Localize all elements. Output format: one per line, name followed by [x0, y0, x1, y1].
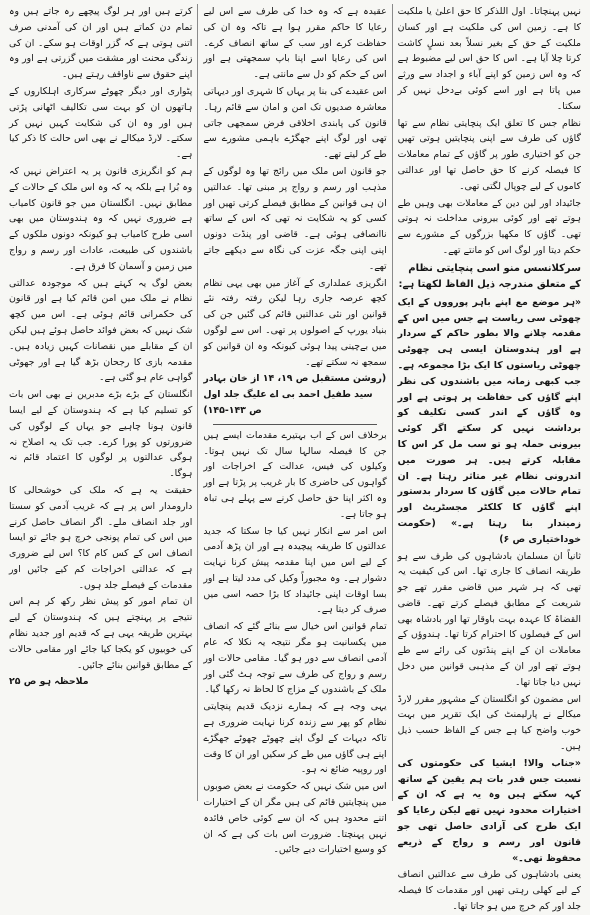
paragraph: انگلستان کے بڑے بڑے مدبرین نے بھی اس بات کو تسلیم کیا ہے کہ ہندوستان کے لیے ایسا قانون ہونا چاہیے جو یہاں کے لوگوں کی ضرورتوں کو پورا کرے۔ جب تک یہ اصلاح نہ ہوگی عدالتوں پر لوگوں کا اعتماد قائم نہ ہوگا۔: [9, 389, 193, 480]
paragraph: پٹواری اور دیگر چھوٹے سرکاری اہلکاروں کے ہاتھوں ان کو بہت سی تکالیف اٹھانی پڑتی ہیں اور وہ ان کی شکایت کہیں نہیں کر سکتے۔ لارڈ میکالے نے بھی اس حالت کا ذکر کیا ہے۔: [9, 85, 193, 161]
paragraph: کرتے ہیں اور ہر لوگ پیچھے رہ جاتے ہیں وہ تمام دن کماتے ہیں اور ان کی آمدنی صرف اتنی ہوتی ہے کہ گزر اوقات ہو سکے۔ ان کی زندگی محنت اور مشقت میں گزرتی ہے اور وہ اپنے حقوق سے ناواقف رہتے ہیں۔: [9, 6, 193, 81]
paragraph: حقیقت یہ ہے کہ ملک کی خوشحالی کا دارومدار اس پر ہے کہ غریب آدمی کو سستا اور جلد انصاف ملے۔ اگر انصاف حاصل کرنے میں اس کی تمام پونجی خرچ ہو جائے تو ایسا انصاف اس کے کس کام کا؟ اس لیے ضروری ہے کہ عدالتی اخراجات کم کیے جائیں اور مقدمات کے فیصلے جلد ہوں۔: [9, 484, 193, 591]
paragraph: بعض لوگ یہ کہتے ہیں کہ موجودہ عدالتی نظام نے ملک میں امن قائم کیا ہے اور قانون کی حکمرانی قائم ہوئی ہے۔ اس میں کچھ شک نہیں کہ بعض فوائد حاصل ہوئے ہیں لیکن ان کے مقابلے میں نقصانات کہیں زیادہ ہیں۔ مقدمہ بازی کا رجحان بڑھ گیا ہے اور جھوٹی گواہی عام ہو گئی ہے۔: [9, 277, 193, 384]
paragraph: ہم کو انگریزی قانون پر یہ اعتراض نہیں کہ وہ بُرا ہے بلکہ یہ کہ وہ اس ملک کے حالات کے مطابق نہیں۔ انگلستان میں جو قانون کامیاب ہے ضروری نہیں کہ وہ ہندوستان میں بھی اسی طرح کامیاب ہو کیونکہ دونوں ملکوں کے باشندوں کی طبیعت، عادات اور رسم و رواج میں زمین و آسمان کا فرق ہے۔: [9, 165, 193, 272]
paragraph: جو قانون اس ملک میں رائج تھا وہ لوگوں کے مذہب اور رسم و رواج پر مبنی تھا۔ عدالتیں ان ہی قوانین کے مطابق فیصلے کرتی تھیں اور کسی کو یہ شکایت نہ تھی کہ اس کے ساتھ ناانصافی ہوئی ہے۔ قاضی اور پنڈت دونوں اپنی اپنی جگہ عزت کی نگاہ سے دیکھے جاتے تھے۔: [203, 165, 387, 272]
paragraph: نہیں پہنچاتا۔ اول اللذکر کا حق اعلیٰ یا ملکیت کا ہے۔ زمین اس کی ملکیت ہے اور کسان ملکیت کے حق کے بغیر نسلاً بعد نسلٍ کاشت کرتا چلا آیا ہے۔ اس کا حق اس لیے مضبوط ہے کہ وہ اس زمین کو اپنے آباء و اجداد سے ورثے میں پاتا ہے اور اسے کوئی بےدخل نہیں کر سکتا۔: [397, 6, 581, 112]
paragraph: عقیدہ ہے کہ وہ خدا کی طرف سے اس لیے رعایا کا حاکم مقرر ہوا ہے تاکہ وہ ان کی حفاظت کرے اور سب کے ساتھ انصاف کرے۔ اس کی رعایا اسے اپنا باپ سمجھتی ہے اور اس کے حکم کو دل سے مانتی ہے۔: [203, 6, 387, 81]
block-quote: «ہر موضع مع اپنے باہر پورووں کے ایک چھوٹی سی ریاست ہے جس میں اس کے مقدمہ چلانے والا بطور حاکم کے سردار ہے اور ہندوستان ایسی ہی چھوٹی چھوٹی ریاستوں کا ایک بڑا مجموعہ ہے۔ جب کبھی زمانہ میں باشندوں کی نظر اپنے گاؤں کی حفاظت پر ہوتی ہے اور وہ گاؤں کے اندر کسی تکلیف کو برداشت نہیں کر سکتے اگر کوئی بیرونی حملہ ہو تو سب مل کر اس کا مقابلہ کرتے ہیں۔ ہر صورت میں اندرونی نظام غیر متاثر رہتا ہے۔ ان تمام حالات میں گاؤں کا سردار بدستور اپنے گاؤں کا کلکٹر مجسٹریٹ اور زمیندار بنا رہتا ہے۔» (حکومت خوداختیاری ص ۶): [397, 296, 581, 545]
block-quote: «جناب والا! ایشیا کی حکومتوں کی نسبت جس قدر بات ہم یقین کے ساتھ کہہ سکتے ہیں وہ یہ ہے کہ ان کے اختیارات محدود نہیں تھے لیکن رعایا کو ایک طرح کی آزادی حاصل تھی جو قانون اور رسم و رواج کے ذریعے محفوظ تھی۔»: [397, 757, 581, 864]
paragraph: تمام قوانین اس خیال سے بنائے گئے کہ انصاف میں یکسانیت ہو مگر نتیجہ یہ نکلا کہ عام آدمی انصاف سے دور ہو گیا۔ مقامی حالات اور رسم و رواج کی طرف سے توجہ ہٹ گئی اور ملک کے باشندوں کے مزاج کا لحاظ نہ رکھا گیا۔: [203, 621, 387, 696]
paragraph: اس مضمون کو انگلستان کے مشہور مقرر لارڈ میکالے نے پارلیمنٹ کی ایک تقریر میں بہت خوب واضح کیا ہے جس کے الفاظ حسب ذیل ہیں۔: [397, 693, 581, 753]
paragraph: اس امر سے انکار نہیں کیا جا سکتا کہ جدید عدالتوں کا طریقہ پیچیدہ ہے اور ان پڑھ آدمی کے لیے اس میں اپنا مقدمہ پیش کرنا نہایت دشوار ہے۔ وہ مجبوراً وکیل کی مدد لیتا ہے اور بسا اوقات اپنی جائیداد کا بڑا حصہ اسی میں صرف کر دیتا ہے۔: [203, 525, 387, 616]
section-heading: سرکلانسس منو اسی پنچایتی نظام کے متعلق مندرجہ ذیل الفاظ لکھتا ہے:: [398, 262, 581, 290]
column-right: [392, 4, 586, 913]
paragraph: اس عقیدے کی بنا پر یہاں کا شہری اور دیہاتی معاشرہ صدیوں تک امن و امان سے قائم رہا۔ قانون کی پابندی اخلاقی فرض سمجھی جاتی تھی اور لوگ اپنے جھگڑے باہمی مشورے سے طے کر لیتے تھے۔: [203, 85, 387, 161]
paragraph: جائیداد اور لین دین کے معاملات بھی وہیں طے ہوتے تھے اور کوئی بیرونی مداخلت نہ ہوتی تھی۔ گاؤں کا مکھیا بزرگوں کے مشورے سے حکم دیتا اور لوگ اس کو مانتے تھے۔: [397, 197, 581, 256]
column-left: [4, 4, 197, 801]
paragraph: برخلاف اس کے اب بہتیرے مقدمات ایسے ہیں جن کا فیصلہ سالہا سال تک نہیں ہوتا۔ وکیلوں کی فیس، عدالت کے اخراجات اور گواہوں کی حاضری کا بار غریب پر پڑتا ہے اور وہ اکثر اپنا حق حاصل کرنے سے پہلے ہی تباہ ہو جاتا ہے۔: [203, 429, 387, 520]
paragraph: یہی وجہ ہے کہ ہمارے نزدیک قدیم پنچایتی نظام کو پھر سے زندہ کرنا نہایت ضروری ہے تاکہ دیہات کے لوگ اپنے چھوٹے چھوٹے جھگڑے اپنے ہی گاؤں میں طے کر سکیں اور ان کا وقت اور روپیہ ضائع نہ ہو۔: [203, 701, 387, 776]
paragraph: یعنی بادشاہوں کی طرف سے عدالتیں انصاف کے لیے کھلی رہتی تھیں اور مقدمات کا فیصلہ جلد اور کم خرچ میں ہو جاتا تھا۔: [397, 869, 581, 913]
paragraph: ان تمام امور کو پیش نظر رکھ کر ہم اس نتیجے پر پہنچتے ہیں کہ ہندوستان کے لیے بہترین طریقہ یہی ہے کہ قدیم اور جدید نظام کی خوبیوں کو یکجا کیا جائے اور مقامی حالات کے مطابق قوانین بنائے جائیں۔: [9, 596, 193, 671]
divider: [213, 424, 376, 425]
paragraph: اس میں شک نہیں کہ حکومت نے بعض صوبوں میں پنچایتیں قائم کی ہیں مگر ان کے اختیارات اتنے محدود ہیں کہ ان سے کوئی خاص فائدہ نہیں پہنچتا۔ ضرورت اس بات کی ہے کہ ان کو وسیع اختیارات دیے جائیں۔: [203, 781, 387, 856]
paragraph: ثانیاً ان مسلمان بادشاہوں کی طرف سے ہو طریقہ انصاف کا جاری تھا۔ اس کی کیفیت یہ تھی کہ ہر شہر میں قاضی مقرر تھے جو شریعت کے مطابق فیصلے کرتے تھے۔ قاضی القضاۃ کا عہدہ بہت باوقار تھا اور بادشاہ بھی اس کے فیصلوں کا احترام کرتا تھا۔ ہندوؤں کے معاملات ان کے اپنے پنڈتوں کی رائے سے طے ہوتے تھے اور ان کے مذہبی قوانین میں دخل نہیں دیا جاتا تھا۔: [397, 550, 581, 688]
citation: (روشن مستقبل ص ۱۹، ۱۴ از خان بہادر سید طفیل احمد بی اے علیگ جلد اول ص ۱۴۳-۱۴۵): [203, 373, 387, 416]
text-columns: [4, 4, 586, 913]
paragraph: نظام جس کا تعلق ایک پنچایتی نظام سے تھا گاؤں کی طرف سے اپنی پنچایتیں ہوتی تھیں جن کو اختیاری طور پر گاؤں کے تمام معاملات کا فیصلہ کرنے کا حق حاصل تھا اور عدالتی کاموں کے لیے چوپال لگتی تھی۔: [397, 117, 581, 192]
paragraph: انگریزی عملداری کے آغاز میں بھی یہی نظام کچھ عرصہ جاری رہا لیکن رفتہ رفتہ نئے قوانین اور نئی عدالتیں قائم کی گئیں جن کی بنیاد یورپ کے اصولوں پر تھی۔ اس سے لوگوں میں بےچینی پیدا ہوئی کیونکہ وہ ان قوانین کو سمجھ نہ سکتے تھے۔: [203, 277, 387, 368]
column-middle: [197, 4, 391, 856]
page-reference: ملاحظہ ہو ص ۲۵: [9, 676, 89, 688]
